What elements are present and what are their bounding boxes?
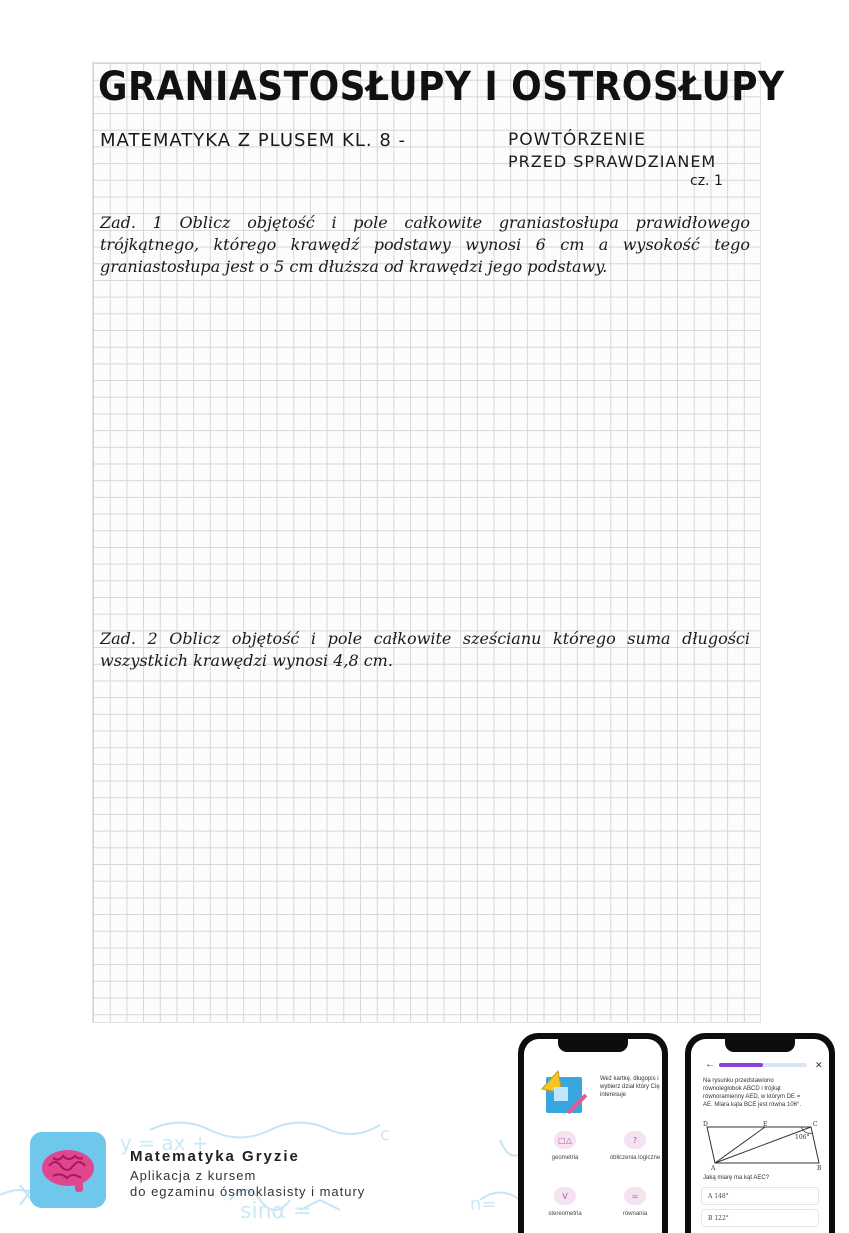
app-description [130,1168,365,1200]
tile-stereometria[interactable]: V [554,1187,576,1205]
phone-screen [691,1039,829,1233]
vertex-d: D [703,1121,708,1128]
svg-text:sinα =: sinα = [240,1199,312,1224]
grid-sheet [92,62,785,1023]
phone-screen [524,1039,662,1233]
angle-label: 106° [795,1134,810,1141]
app-description-line-2: do egzaminu ósmoklasisty i matury [130,1184,366,1199]
category-prompt: Weź kartkę, długopis i wybierz dział który Cię interesuje [600,1076,660,1098]
worksheet-title: GRANIASTOSŁUPY I OSTROSŁUPY [98,64,785,110]
svg-text:n=: n= [470,1194,497,1215]
back-arrow-icon[interactable]: ← [705,1059,715,1070]
vertex-e: E [763,1121,768,1128]
tile-label-stereometria: stereometria [548,1211,582,1217]
vertex-b: B [817,1165,822,1171]
phone-notch [725,1039,795,1052]
tile-geometria[interactable]: □△ [554,1131,576,1149]
task-2: Zad. 2 Oblicz objętość i pole całkowite sześcianu którego suma długości wszystkich krawędzi wynosi 4,8 cm. [100,629,750,670]
task-1: Zad. 1 Oblicz objętość i pole całkowite graniastosłupa prawidłowego trójkątnego, którego krawędź podstawy wynosi 6 cm a wysokość tego graniastosłupa jest o 5 cm dłuższa od krawędzi jego podstawy. [100,213,750,276]
tile-rownania[interactable]: = [624,1187,646,1205]
tile-obliczenia[interactable]: ? [624,1131,646,1149]
app-logo [30,1132,106,1208]
worksheet-part: cz. 1 [690,173,723,189]
brain-icon [39,1146,97,1194]
app-description-line-1: Aplikacja z kursem [130,1168,257,1183]
phone-notch [558,1039,628,1052]
answer-option-b[interactable]: B 122° [701,1209,819,1227]
phone-mockup-question [685,1033,835,1233]
worksheet-subtitle: MATEMATYKA Z PLUSEM KL. 8 - [100,130,406,151]
tile-label-rownania: równania [622,1211,648,1217]
question-text: Na rysunku przedstawiono równoległobok ABCD i trójkąt równoramienny AED, w którym DE = AE. Miara kąta BCE jest równa 106°. [703,1078,802,1108]
worksheet-subtitle-right-2: PRZED SPRAWDZIANEM [508,152,717,171]
worksheet-subtitle-right-1: POWTÓRZENIE [508,130,646,150]
vertex-a: A [711,1165,716,1171]
geometry-tools-icon [540,1069,590,1117]
close-icon[interactable]: ✕ [815,1060,823,1070]
vertex-c: C [813,1121,818,1128]
tile-label-geometria: geometria [551,1155,579,1161]
tile-label-obliczenia: obliczenia logiczne [609,1155,661,1161]
app-name: Matematyka Gryzie [130,1148,300,1165]
answer-option-a[interactable]: A 148° [701,1187,819,1205]
phone-mockup-categories [518,1033,668,1233]
svg-text:y = ax +: y = ax + [120,1131,209,1155]
question-ask: Jaką miarę ma kąt AEC? [703,1175,770,1181]
quiz-progress-bar [719,1063,807,1067]
parallelogram-figure [701,1121,825,1171]
quiz-progress-fill [719,1063,763,1067]
svg-text:c: c [380,1124,390,1145]
